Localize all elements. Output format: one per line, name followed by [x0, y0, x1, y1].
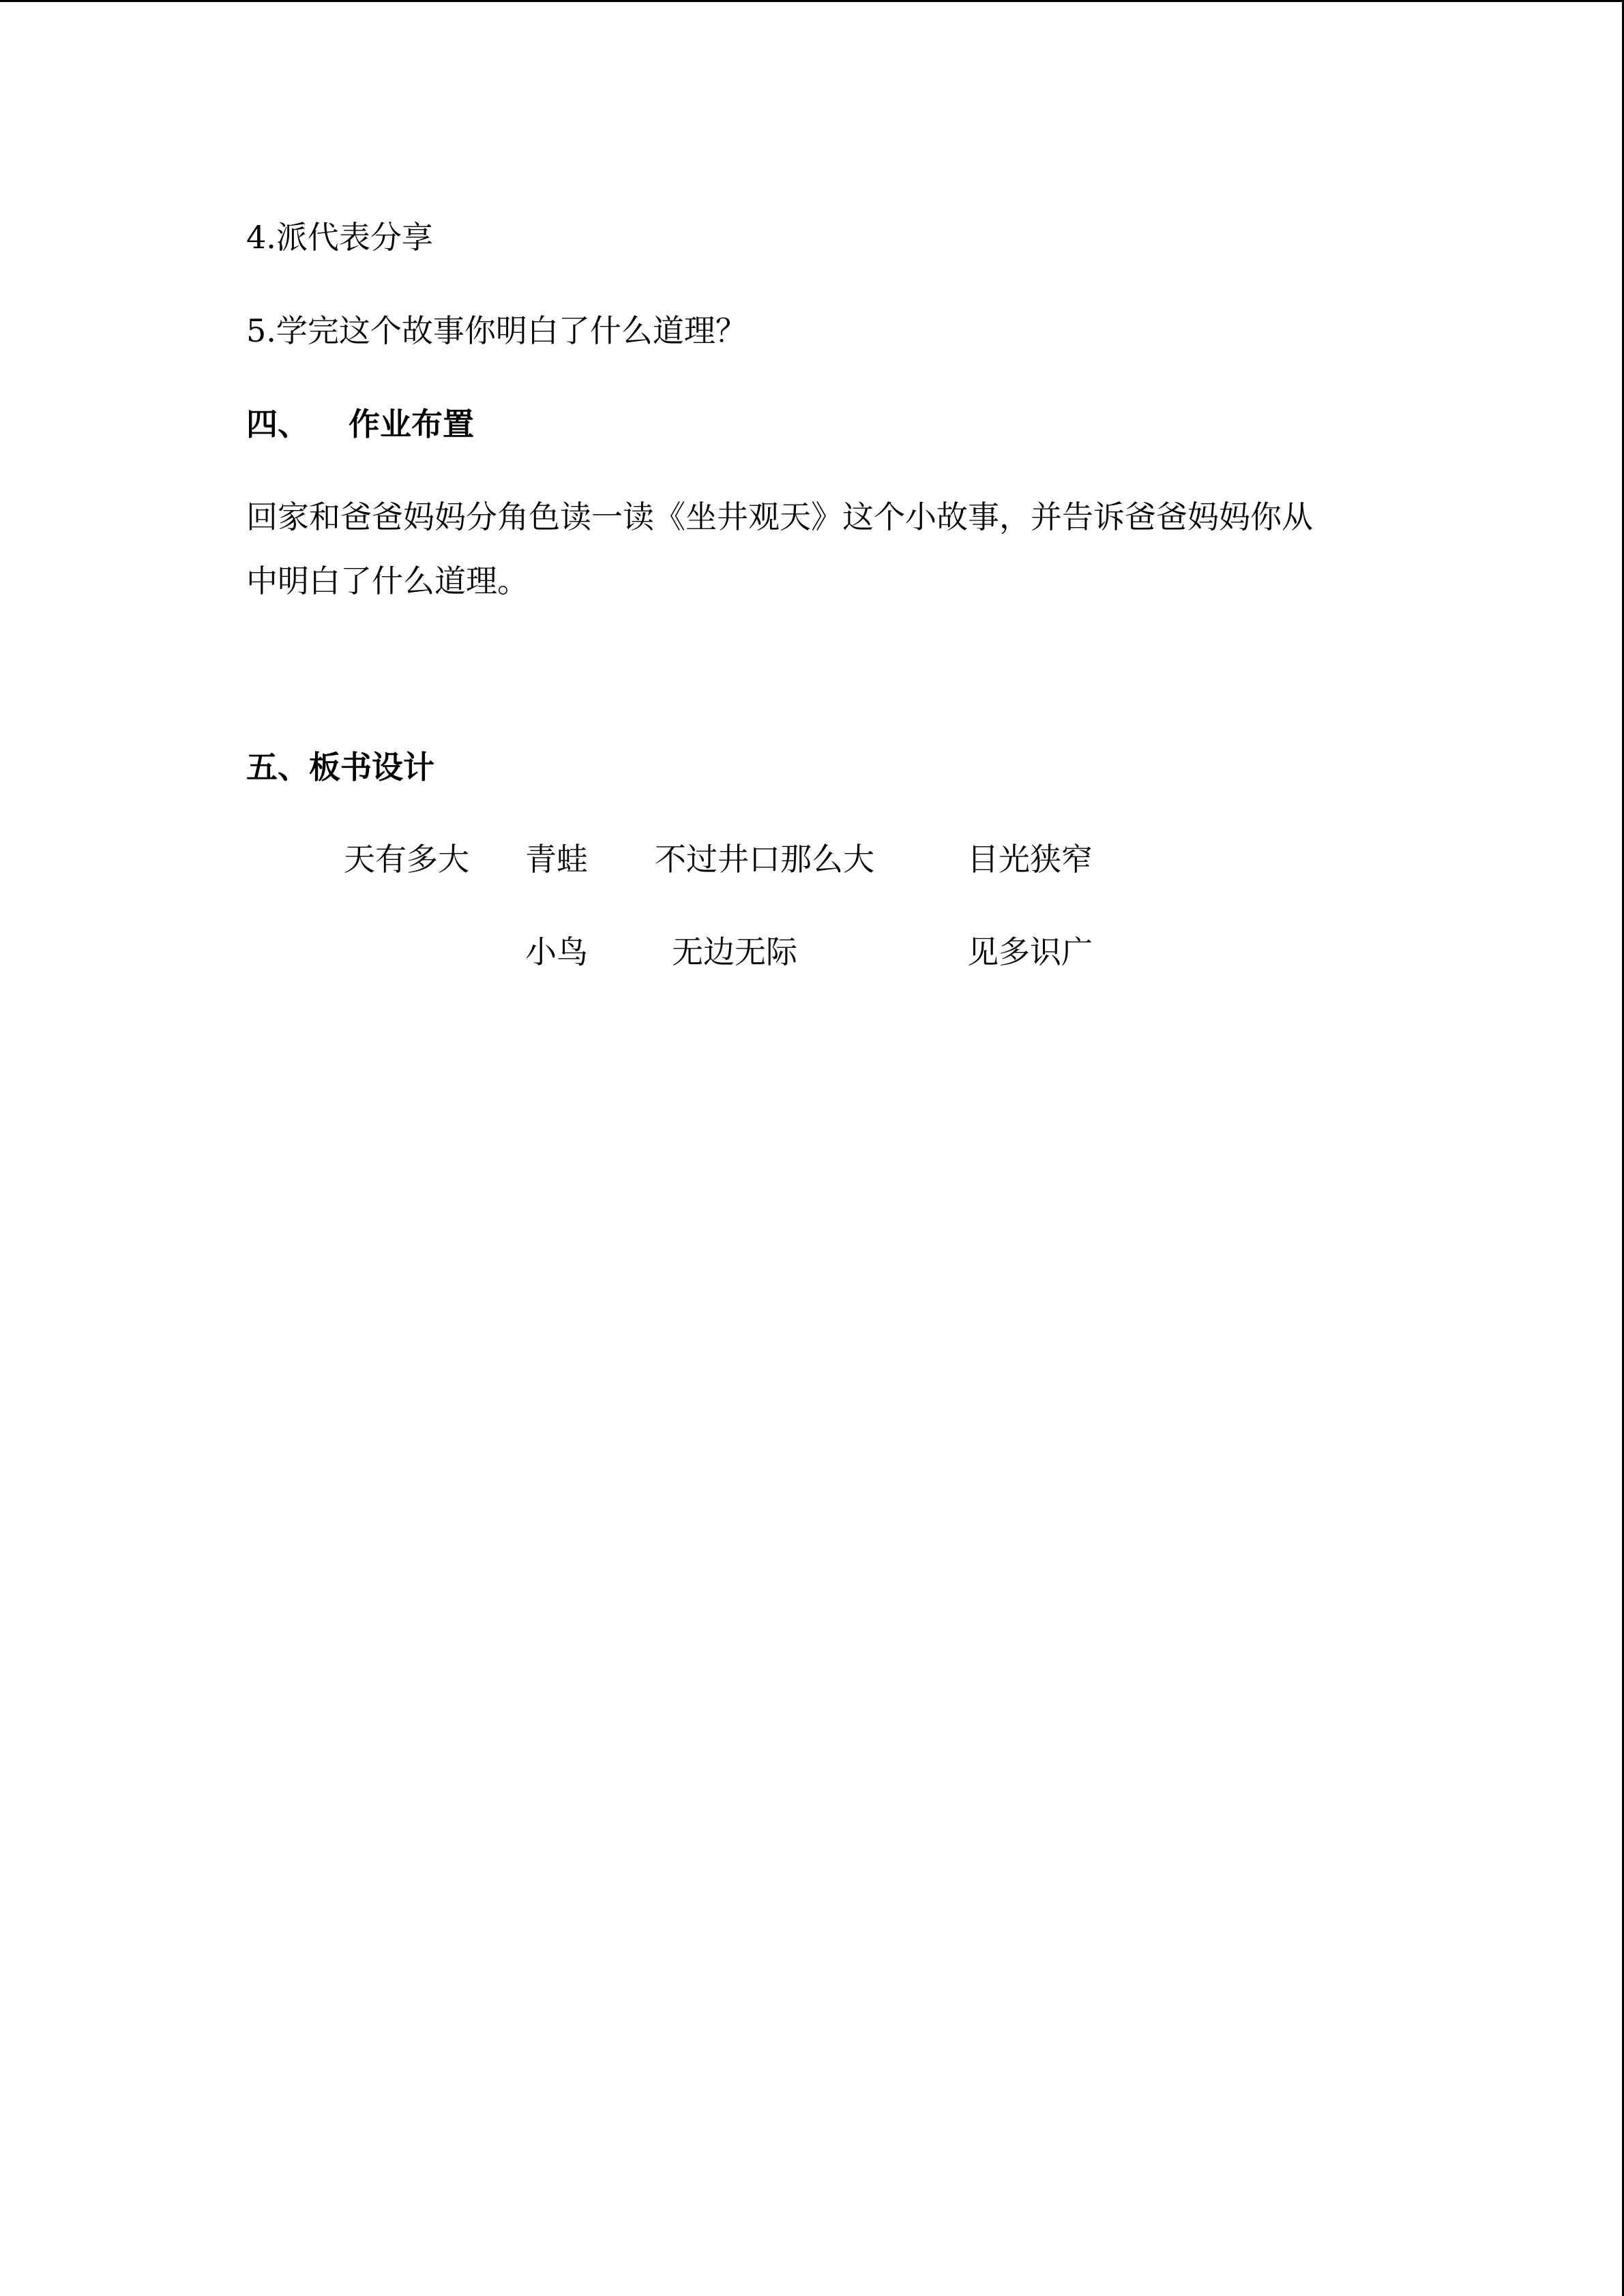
homework-paragraph-line-1: 回家和爸爸妈妈分角色读一读《坐井观天》这个小故事，并告诉爸爸妈妈你从 — [246, 498, 1313, 535]
board-row1-view: 不过井口那么大 — [655, 841, 874, 878]
board-row1-trait: 目光狭窄 — [967, 841, 1093, 878]
board-topic: 天有多大 — [344, 841, 469, 878]
board-design-heading: 五、板书设计 — [246, 749, 434, 786]
homework-heading-number: 四、 — [246, 406, 309, 443]
homework-heading-text: 作业布置 — [349, 406, 474, 443]
board-row2-trait: 见多识广 — [967, 934, 1093, 970]
page-border-top — [0, 0, 1624, 2]
step-5-text: 5.学完这个故事你明白了什么道理？ — [246, 312, 747, 349]
homework-heading — [246, 404, 474, 445]
step-4-text: 4.派代表分享 — [246, 219, 433, 256]
board-row1-subject: 青蛙 — [525, 841, 588, 878]
board-row2-view: 无边无际 — [672, 934, 797, 970]
board-row2-subject: 小鸟 — [525, 934, 588, 970]
homework-paragraph-line-2: 中明白了什么道理。 — [246, 563, 529, 599]
